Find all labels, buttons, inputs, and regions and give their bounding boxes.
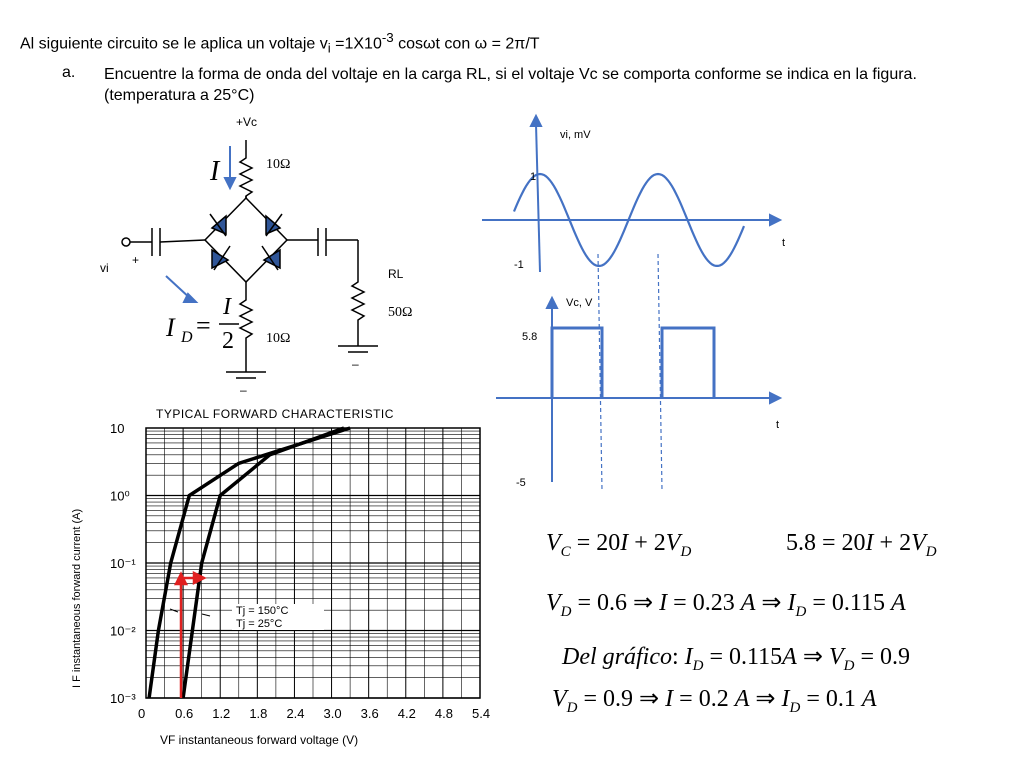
- vi-tick-bottom: -1: [514, 259, 524, 271]
- legend-25c: Tj = 25°C: [236, 618, 283, 630]
- y-tick-label: 10⁻²: [110, 623, 136, 639]
- x-tick-label: 4.8: [434, 706, 453, 721]
- statement-mid: =1X10: [330, 35, 382, 53]
- top-resistor: [240, 150, 252, 198]
- diode-y-ticks: [110, 421, 136, 706]
- statement-suffix: cosωt con ω = 2π/T: [393, 35, 540, 53]
- rl-value: 50Ω: [388, 305, 413, 320]
- y-tick-label: 10: [110, 421, 125, 436]
- vi-tick-top: 1: [530, 171, 537, 183]
- vc-xlabel: t: [776, 419, 780, 431]
- x-tick-label: 3.0: [323, 706, 342, 721]
- x-tick-label: 1.2: [212, 706, 231, 721]
- diode-x-ticks: [138, 706, 490, 721]
- vi-terminal: [122, 238, 130, 246]
- y-tick-label: 10⁻³: [110, 691, 136, 706]
- top-resistor-value: 10Ω: [266, 157, 291, 172]
- y-tick-label: 10⁰: [110, 488, 130, 504]
- x-tick-label: 2.4: [286, 706, 305, 721]
- item-text: Encuentre la forma de onda del voltaje en la carga RL, si el voltaje Vc se comporta conforme se indica en la figura. (temperatura a 25°C): [104, 66, 917, 104]
- vi-xlabel: t: [782, 237, 786, 249]
- vc-ylabel: Vc, V: [566, 297, 593, 309]
- x-tick-label: 0: [138, 706, 146, 721]
- minus-right: –: [352, 357, 359, 371]
- x-tick-label: 1.8: [249, 706, 268, 721]
- id-denominator: 2: [222, 328, 234, 354]
- equation-3: $V_D = 0.6$ ⇒ I = 0.23 A ⇒ $I_D = 0.115$ A: [546, 590, 906, 620]
- equation-2: $5.8 = 20I + 2V_D$: [786, 530, 937, 560]
- current-label: I: [210, 156, 220, 187]
- y-tick-label: 10⁻¹: [110, 556, 136, 571]
- x-tick-label: 3.6: [360, 706, 379, 721]
- bottom-resistor: [240, 282, 252, 372]
- problem-statement: [20, 30, 540, 56]
- equation-1: $V_C = 20I + 2V_D$: [546, 530, 692, 560]
- item-marker: a.: [62, 64, 76, 81]
- statement-sub: i: [327, 40, 331, 56]
- x-tick-label: 5.4: [472, 706, 491, 721]
- equation-5: $V_D = 0.9$ ⇒ I = 0.2 A ⇒ $I_D = 0.1$ A: [552, 686, 877, 716]
- x-tick-label: 0.6: [175, 706, 194, 721]
- dashed-line-1: [598, 254, 602, 490]
- statement-sup: -3: [381, 30, 394, 45]
- rl-label: RL: [388, 267, 404, 281]
- bottom-resistor-value: 10Ω: [266, 331, 291, 346]
- legend-150c: Tj = 150°C: [236, 605, 289, 617]
- alignment-lines: [580, 250, 680, 500]
- bridge-diamond: [205, 198, 287, 282]
- vi-label: vi: [100, 261, 109, 275]
- id-lhs: I: [166, 313, 175, 342]
- vc-tick-top: 5.8: [522, 331, 538, 343]
- diode-characteristic-chart: [60, 402, 500, 754]
- id-equals: =: [196, 311, 211, 340]
- diode-xlabel: VF instantaneous forward voltage (V): [160, 733, 359, 747]
- plus-label: +: [132, 253, 140, 267]
- diode-chart-title: TYPICAL FORWARD CHARACTERISTIC: [156, 407, 394, 421]
- diode-ylabel: I F instantaneous forward current (A): [71, 508, 83, 688]
- id-numerator: I: [223, 294, 231, 320]
- x-tick-label: 4.2: [397, 706, 416, 721]
- vc-tick-bottom: -5: [516, 477, 526, 489]
- vi-y-axis: [536, 124, 540, 272]
- equation-4: Del gráfico: $I_D = 0.115A$ ⇒ $V_D = 0.9$: [562, 644, 910, 674]
- dashed-line-2: [658, 254, 662, 490]
- vi-ylabel: vi, mV: [560, 129, 591, 141]
- minus-left: –: [240, 383, 247, 397]
- diodes: [210, 214, 282, 270]
- vc-label: +Vc: [236, 115, 258, 129]
- circuit-diagram: [80, 110, 460, 400]
- load-resistor: [352, 240, 364, 346]
- id-lhs-sub: D: [181, 329, 193, 346]
- statement-text: Al siguiente circuito se le aplica un voltaje v: [20, 35, 328, 53]
